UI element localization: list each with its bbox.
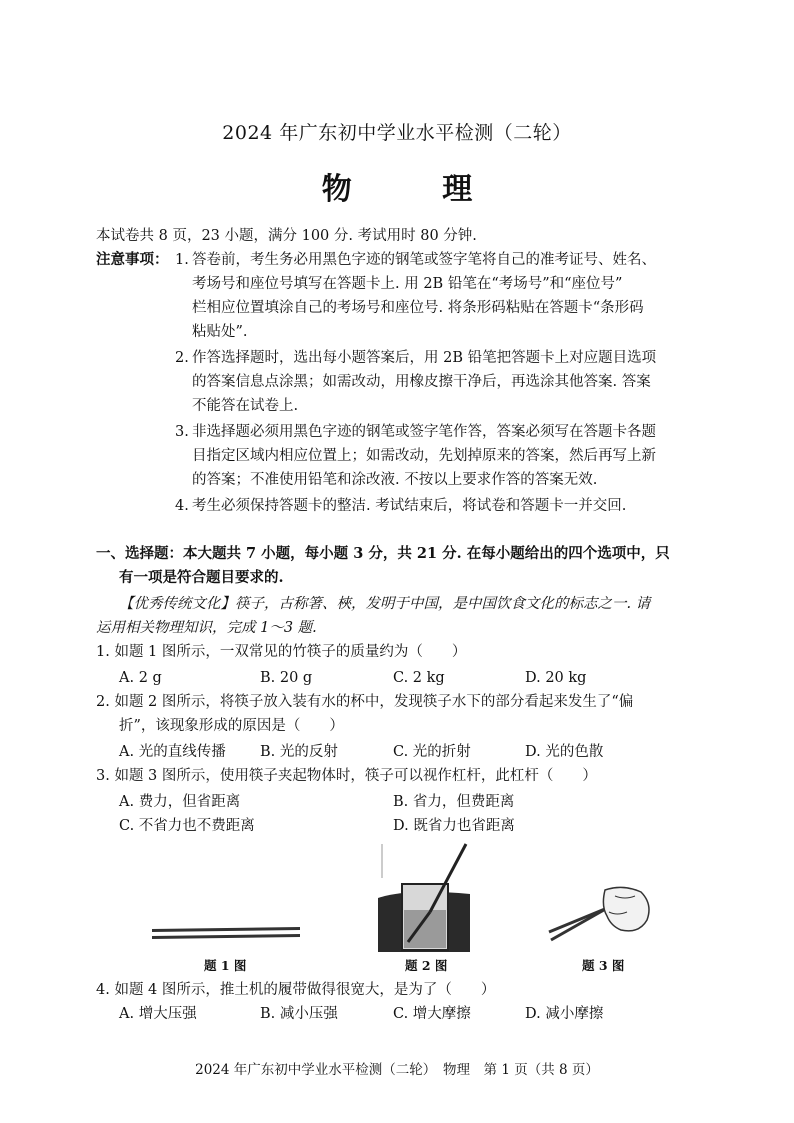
q3-option-c: C. 不省力也不费距离: [119, 818, 255, 834]
figure-1-chopsticks: [152, 924, 300, 942]
culture-intro-cont: 运用相关物理知识，完成 1～3 题.: [96, 620, 317, 636]
section-heading-cont: 有一项是符合题目要求的.: [119, 569, 284, 586]
notice-item-2-line: 不能答在试卷上.: [192, 398, 299, 414]
q1-option-b: B. 20 g: [260, 670, 313, 686]
page-footer: 2024 年广东初中学业水平检测（二轮） 物理 第 1 页（共 8 页）: [195, 1062, 599, 1078]
q2-option-c: C. 光的折射: [393, 744, 471, 760]
q4-option-a: A. 增大压强: [119, 1006, 197, 1022]
q2-option-a: A. 光的直线传播: [119, 744, 226, 760]
notice-item-3-line: 的答案；不准使用铅笔和涂改液. 不按以上要求作答的答案无效.: [192, 472, 598, 488]
exam-intro: 本试卷共 8 页，23 小题，满分 100 分. 考试用时 80 分钟.: [96, 228, 477, 244]
q4-option-d: D. 减小摩擦: [525, 1006, 604, 1022]
q1-option-a: A. 2 g: [119, 670, 162, 686]
q2-option-b: B. 光的反射: [260, 744, 338, 760]
notice-item-4-line: 考生必须保持答题卡的整洁. 考试结束后，将试卷和答题卡一并交回.: [192, 498, 627, 514]
figure-3-hand-chopsticks: [545, 882, 655, 946]
question-3-stem: 3. 如题 3 图所示，使用筷子夹起物体时，筷子可以视作杠杆，此杠杆（ ）: [96, 768, 597, 784]
q1-option-d: D. 20 kg: [525, 670, 587, 686]
notice-item-2-line: 的答案信息点涂黑；如需改动，用橡皮擦干净后，再选涂其他答案. 答案: [192, 374, 651, 390]
culture-intro: 【优秀传统文化】筷子，古称箸、梜，发明于中国，是中国饮食文化的标志之一. 请: [119, 596, 651, 612]
notice-label: 注意事项：: [96, 251, 169, 268]
question-1-stem: 1. 如题 1 图所示，一双常见的竹筷子的质量约为（ ）: [96, 644, 467, 660]
question-4-stem: 4. 如题 4 图所示，推土机的履带做得很宽大，是为了（ ）: [96, 982, 496, 998]
notice-item-2-line: 作答选择题时，选出每小题答案后，用 2B 铅笔把答题卡上对应题目选项: [192, 350, 657, 366]
subject-title: 物 理: [321, 172, 513, 207]
notice-item-1-line: 栏相应位置填涂自己的考场号和座位号. 将条形码粘贴在答题卡“条形码: [192, 300, 644, 316]
section-heading: 一、选择题：本大题共 7 小题，每小题 3 分，共 21 分. 在每小题给出的四个选项中，只: [96, 545, 670, 562]
notice-item-3-line: 非选择题必须用黑色字迹的钢笔或签字笔作答，答案必须写在答题卡各题: [192, 424, 656, 440]
q2-option-d: D. 光的色散: [525, 744, 604, 760]
notice-item-4-num: 4.: [175, 498, 189, 514]
notice-item-1-line: 粘贴处”.: [192, 324, 248, 340]
question-2-stem: 2. 如题 2 图所示，将筷子放入装有水的杯中，发现筷子水下的部分看起来发生了“偏: [96, 694, 634, 710]
figure-1-caption: 题 1 图: [204, 958, 247, 973]
question-2-stem-cont: 折”，该现象形成的原因是（ ）: [119, 718, 344, 734]
figure-2-caption: 题 2 图: [405, 958, 448, 973]
q4-option-b: B. 减小压强: [260, 1006, 338, 1022]
q3-option-b: B. 省力，但费距离: [393, 794, 515, 810]
q3-option-d: D. 既省力也省距离: [393, 818, 515, 834]
notice-item-2-num: 2.: [175, 350, 189, 366]
notice-item-3-num: 3.: [175, 424, 189, 440]
q1-option-c: C. 2 kg: [393, 670, 445, 686]
q3-option-a: A. 费力，但省距离: [119, 794, 241, 810]
figure-3-caption: 题 3 图: [582, 958, 625, 973]
notice-item-1-line: 答卷前，考生务必用黑色字迹的钢笔或签字笔将自己的准考证号、姓名、: [192, 252, 656, 268]
notice-item-3-line: 目指定区域内相应位置上；如需改动，先划掉原来的答案，然后再写上新: [192, 448, 656, 464]
exam-title: 2024 年广东初中学业水平检测（二轮）: [222, 122, 572, 144]
notice-item-1-num: 1.: [175, 252, 189, 268]
notice-item-1-line: 考场号和座位号填写在答题卡上. 用 2B 铅笔在“考场号”和“座位号”: [192, 276, 623, 292]
figure-2-glass-refraction: [378, 838, 470, 952]
q4-option-c: C. 增大摩擦: [393, 1006, 471, 1022]
